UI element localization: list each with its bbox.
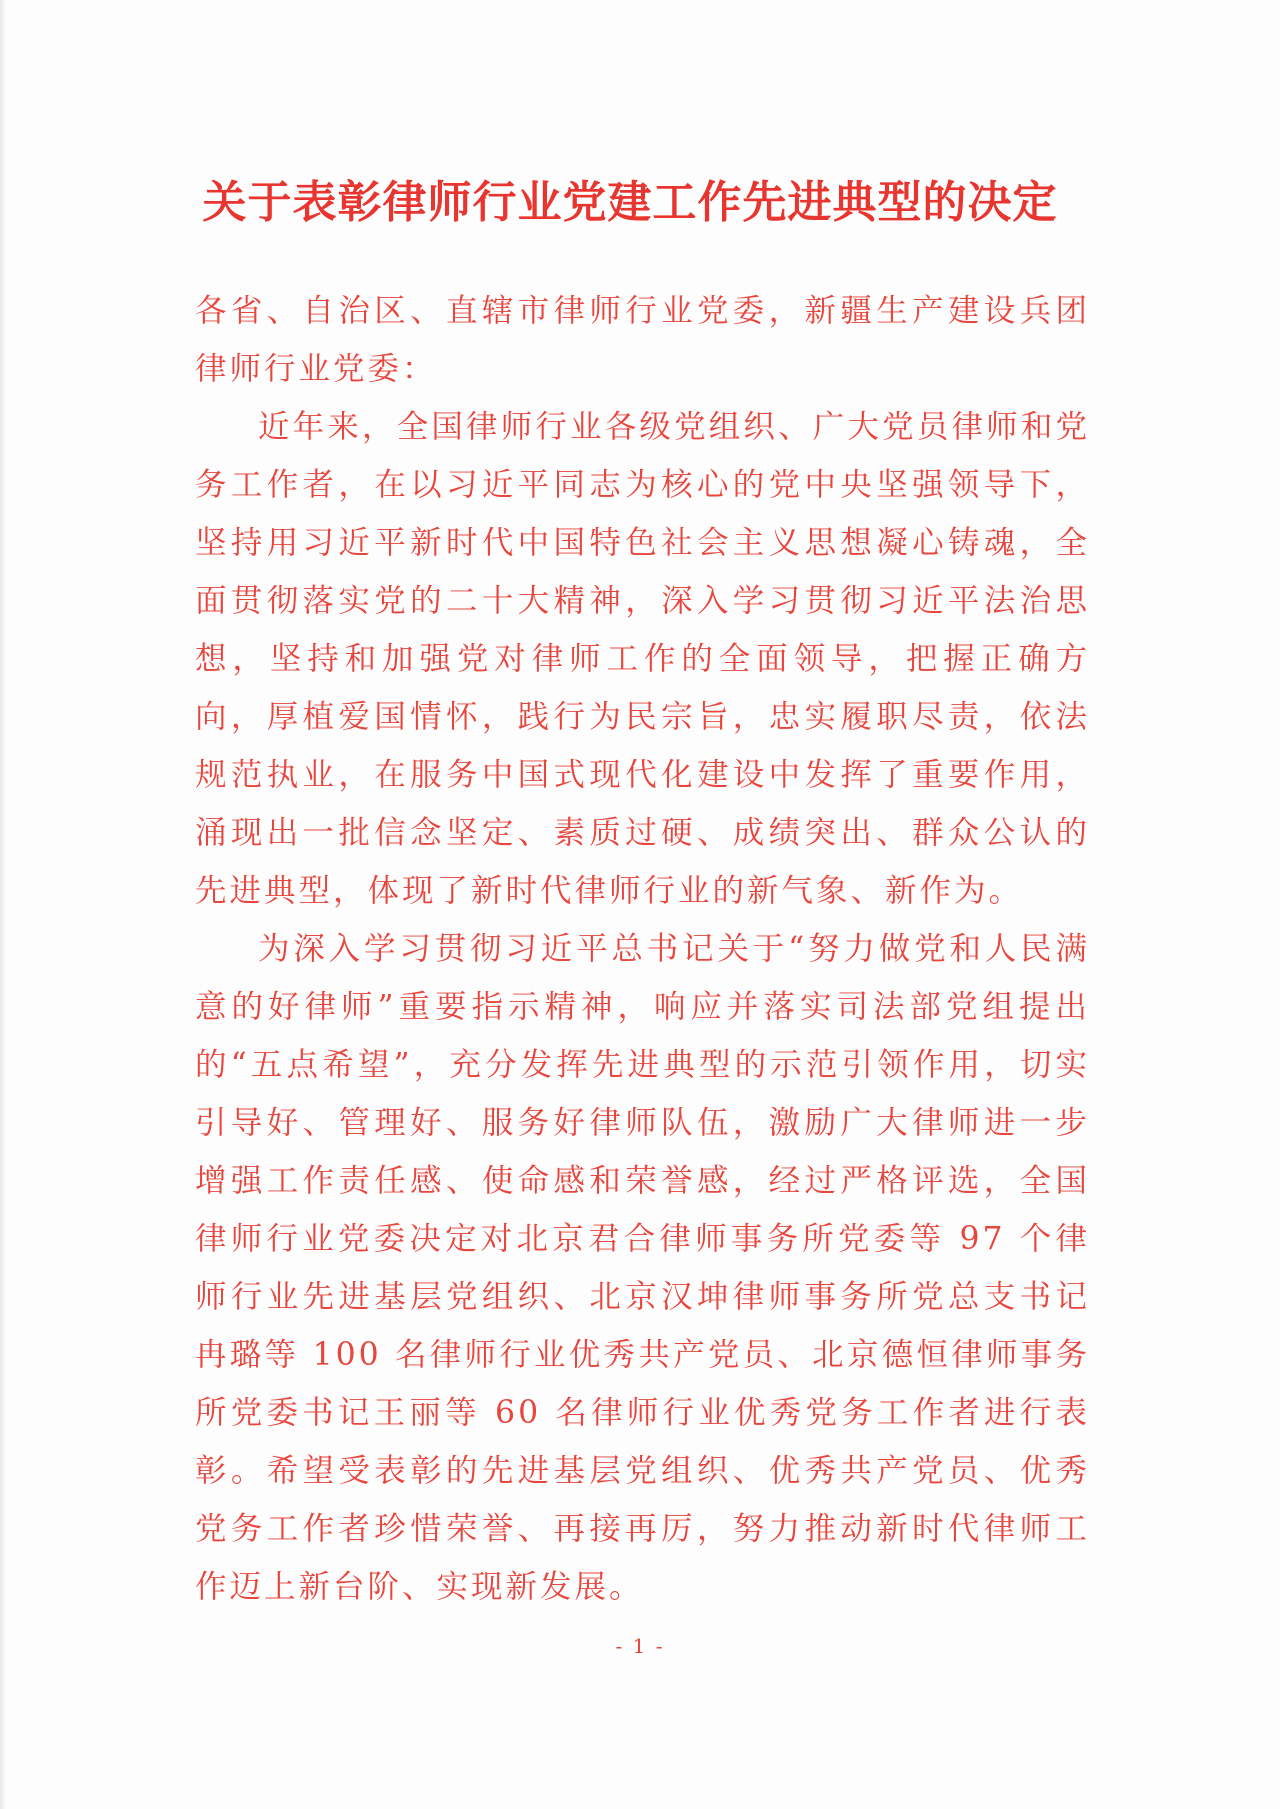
salutation: 各省、自治区、直辖市律师行业党委，新疆生产建设兵团律师行业党委： xyxy=(195,293,1090,387)
body-paragraph-1: 近年来，全国律师行业各级党组织、广大党员律师和党务工作者，在以习近平同志为核心的党中央坚强领导下，坚持用习近平新时代中国特色社会主义思想凝心铸魂，全面贯彻落实党的二十大精神，深入学习贯彻习近平法治思想，坚持和加强党对律师工作的全面领导，把握正确方向，厚植爱国情怀，践行为民宗旨，忠实履职尽责，依法规范执业，在服务中国式现代化建设中发挥了重要作用，涌现出一批信念坚定、素质过硬、成绩突出、群众公认的先进典型，体现了新时代律师行业的新气象、新作为。 xyxy=(195,409,1090,909)
scan-edge-shadow xyxy=(0,0,6,1809)
body-paragraph-2: 为深入学习贯彻习近平总书记关于“努力做党和人民满意的好律师”重要指示精神，响应并落实司法部党组提出的“五点希望”，充分发挥先进典型的示范引领作用，切实引导好、管理好、服务好律师队伍，激励广大律师进一步增强工作责任感、使命感和荣誉感，经过严格评选，全国律师行业党委决定对北京君合律师事务所党委等 97 个律师行业先进基层党组织、北京汉坤律师事务所党总支书记冉璐等 100 名律师行业优秀共产党员、北京德恒律师事务所党委书记王丽等 60 名律师行业优秀党务工作者进行表彰。希望受表彰的先进基层党组织、优秀共产党员、优秀党务工作者珍惜荣誉、再接再厉，努力推动新时代律师工作迈上新台阶、实现新发展。 xyxy=(195,931,1090,1605)
document-body xyxy=(195,282,1090,1616)
page-number: - 1 - xyxy=(615,1634,665,1658)
document-title: 关于表彰律师行业党建工作先进典型的决定 xyxy=(202,177,1058,228)
